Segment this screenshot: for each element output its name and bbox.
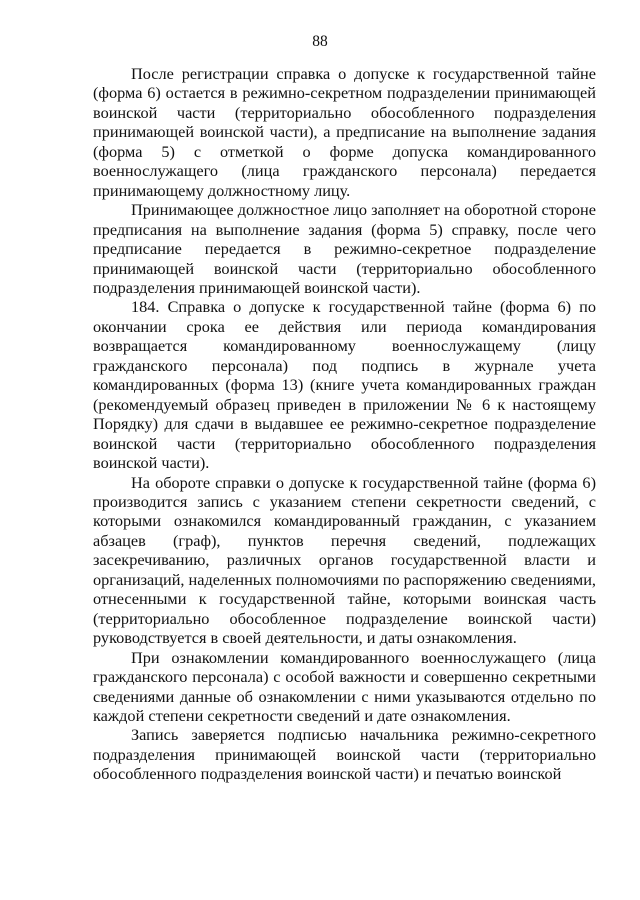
paragraph: После регистрации справка о допуске к государственной тайне (форма 6) остается в режимно-секретном подразделении принимающей воинской части (территориально обособленного подразделения принимающей воинской части), а предписание на выполнение задания (форма 5) с отметкой о форме допуска командированного военнослужащего (лица гражданского персонала) передается принимающему должностному лицу. (93, 64, 596, 200)
paragraph: Принимающее должностное лицо заполняет на оборотной стороне предписания на выполнение задания (форма 5) справку, после чего предписание передается в режимно-секретное подразделение принимающей воинской части (территориально обособленного подразделения принимающей воинской части). (93, 200, 596, 297)
paragraph: На обороте справки о допуске к государственной тайне (форма 6) производится запись с указанием степени секретности сведений, с которыми ознакомился командированный гражданин, с указанием абзацев (граф), пунктов перечня сведений, подлежащих засекречиванию, различных органов государственной власти и организаций, наделенных полномочиями по распоряжению сведениями, отнесенными к государственной тайне, которыми воинская часть (территориально обособленное подразделение воинской части) руководствуется в своей деятельности, и даты ознакомления. (93, 472, 596, 648)
document-body (93, 64, 596, 784)
paragraph: 184. Справка о допуске к государственной тайне (форма 6) по окончании срока ее действия или периода командирования возвращается командированному военнослужащему (лицу гражданского персонала) под подпись в журнале учета командированных (форма 13) (книге учета командированных граждан (рекомендуемый образец приведен в приложении № 6 к настоящему Порядку) для сдачи в выдавшее ее режимно-секретное подразделение воинской части (территориально обособленного подразделения воинской части). (93, 297, 596, 473)
paragraph: Запись заверяется подписью начальника режимно-секретного подразделения принимающей воинской части (территориально обособленного подразделения воинской части) и печатью воинской (93, 725, 596, 784)
page-number: 88 (312, 33, 328, 50)
paragraph: При ознакомлении командированного военнослужащего (лица гражданского персонала) с особой важности и совершенно секретными сведениями данные об ознакомлении с ними указываются отдельно по каждой степени секретности сведений и дате ознакомления. (93, 647, 596, 725)
